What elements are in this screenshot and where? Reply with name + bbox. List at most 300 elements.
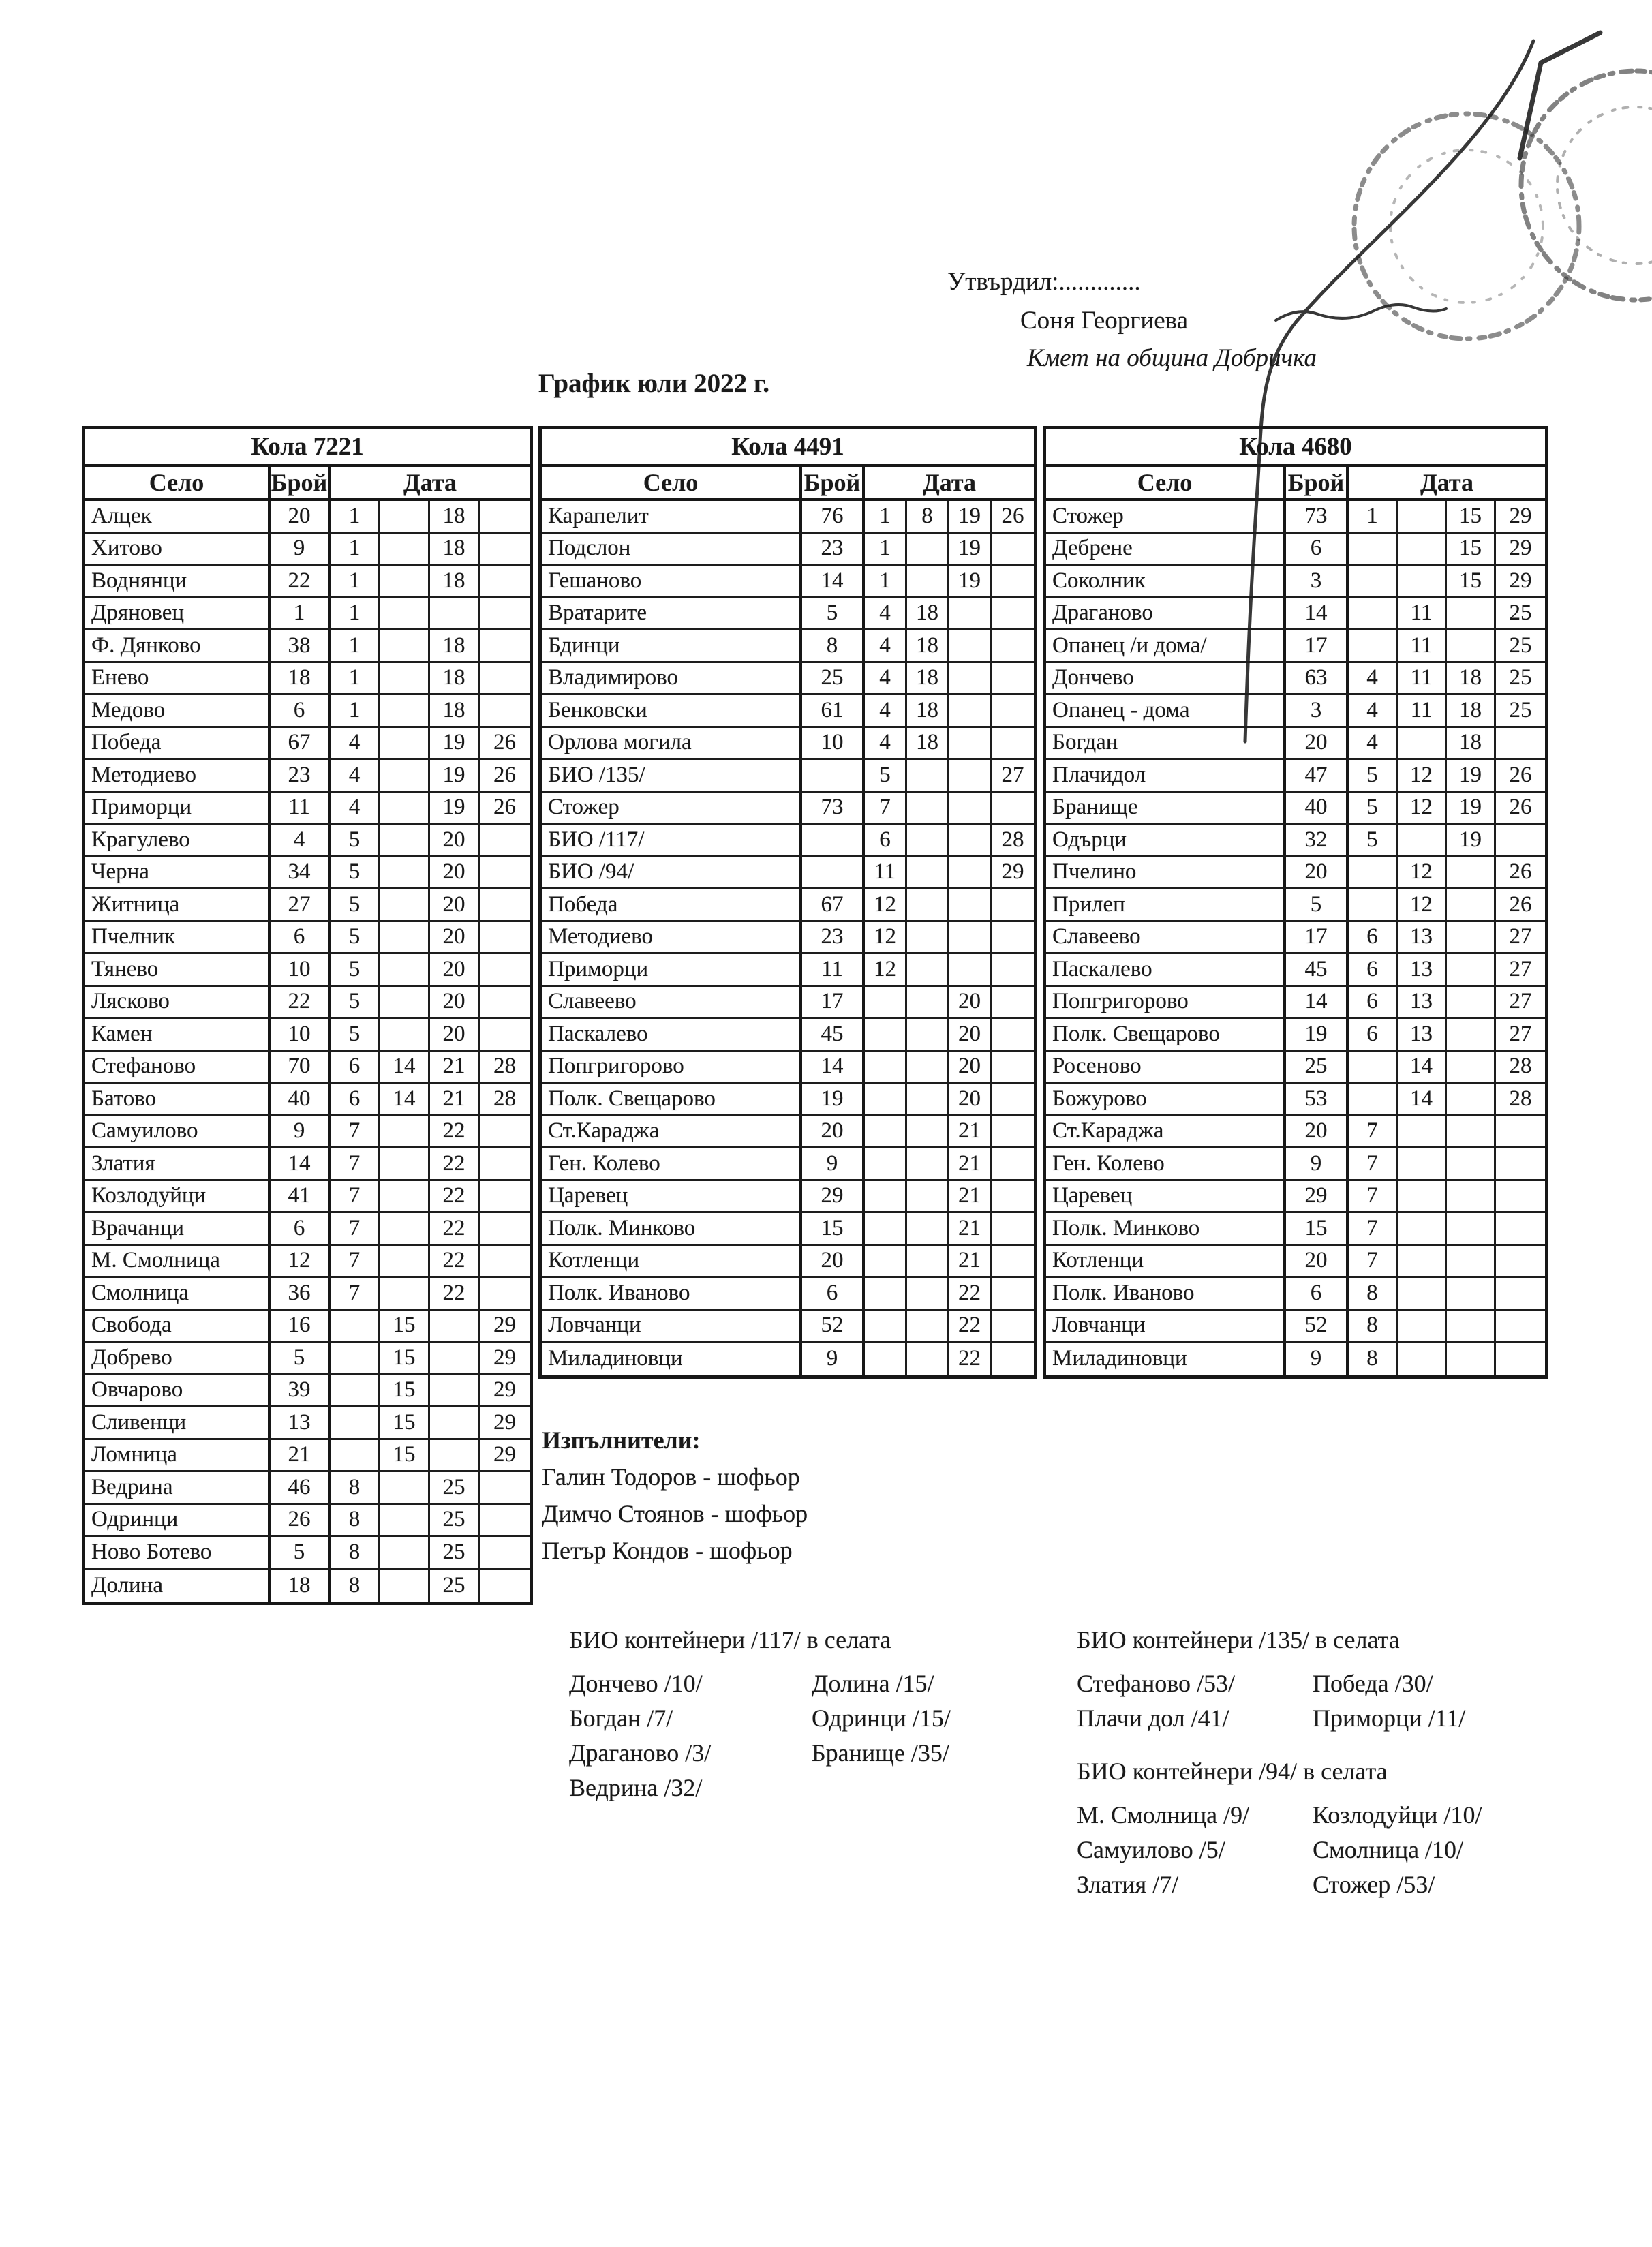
date-cell (907, 889, 949, 920)
village-cell: Полк. Минково (1046, 1213, 1286, 1244)
column-header-row (1046, 467, 1545, 501)
date-cell: 12 (1398, 889, 1447, 920)
table-row (542, 1213, 1034, 1246)
village-cell: Одринци (85, 1505, 271, 1535)
date-cell: 26 (493, 730, 516, 755)
date-cell: 11 (1398, 630, 1447, 661)
date-cell: 25 (430, 1472, 480, 1503)
date-cell: 13 (1398, 1019, 1447, 1050)
date-cell (949, 793, 992, 823)
date-cell (992, 793, 1034, 823)
village-cell: Миладиновци (542, 1343, 802, 1375)
table-row (542, 1019, 1034, 1052)
approver-role: Кмет на община Добричка (1027, 344, 1317, 372)
table-row (1046, 728, 1545, 761)
date-cell (865, 1052, 907, 1082)
village-cell: БИО /135/ (542, 760, 802, 791)
count-cell: 36 (271, 1278, 331, 1309)
date-cell (992, 630, 1034, 661)
village-cell: Ловчанци (542, 1311, 802, 1341)
signature-checkmark-icon (1520, 33, 1600, 158)
bio-village-count: Бранище /35/ (812, 1739, 949, 1767)
date-cell: 7 (331, 1181, 380, 1212)
date-cell (907, 793, 949, 823)
date-cell (430, 1343, 480, 1373)
date-cell (380, 1019, 430, 1050)
date-cell: 4 (1349, 663, 1398, 694)
count-cell: 67 (802, 889, 865, 920)
date-cell (380, 598, 430, 629)
bio-village-count: Златия /7/ (1077, 1871, 1179, 1898)
date-cell (865, 1116, 907, 1147)
count-cell: 19 (1286, 1019, 1349, 1050)
village-cell: Богдан (1046, 728, 1286, 759)
date-cell: 18 (430, 534, 480, 564)
date-cell (949, 825, 992, 855)
count-cell: 8 (802, 630, 865, 661)
date-cell: 5 (331, 1019, 380, 1050)
date-cell: 18 (1447, 728, 1496, 759)
date-cell: 18 (907, 695, 949, 726)
date-cell (380, 1213, 430, 1244)
date-cell (380, 954, 430, 985)
table-row (542, 1278, 1034, 1311)
table-row (1046, 598, 1545, 631)
date-cell (992, 1116, 1034, 1147)
count-cell: 17 (802, 987, 865, 1018)
car-table-4491 (538, 426, 1037, 1379)
village-cell: Полк. Свещарово (1046, 1019, 1286, 1050)
count-cell: 70 (271, 1052, 331, 1082)
table-row (542, 793, 1034, 825)
table-row (1046, 889, 1545, 922)
count-cell: 53 (1286, 1084, 1349, 1114)
count-cell: 20 (1286, 1116, 1349, 1147)
date-cell: 1 (331, 598, 380, 629)
count-cell: 14 (802, 1052, 865, 1082)
table-row (85, 857, 530, 890)
date-cell: 20 (430, 987, 480, 1018)
date-cell: 19 (430, 760, 480, 791)
table-row (1046, 566, 1545, 598)
date-cell: 18 (430, 663, 480, 694)
date-cell: 1 (331, 630, 380, 661)
date-cell: 6 (1349, 1019, 1398, 1050)
table-row (85, 501, 530, 534)
date-cell (992, 728, 1034, 759)
village-cell: Котленци (1046, 1246, 1286, 1277)
date-cell (1398, 1213, 1447, 1244)
date-cell: 7 (1349, 1116, 1398, 1147)
date-cell (1496, 1213, 1545, 1244)
date-cell (907, 1343, 949, 1375)
date-cell (430, 1440, 480, 1471)
date-cell (907, 1181, 949, 1212)
table-row (542, 598, 1034, 631)
date-cell (1398, 1116, 1447, 1147)
date-cell (907, 566, 949, 596)
date-cell: 11 (1398, 695, 1447, 726)
date-cell (1349, 534, 1398, 564)
date-cell: 6 (331, 1052, 380, 1082)
date-cell: 18 (907, 728, 949, 759)
schedule-tables (82, 426, 1548, 1605)
date-cell: 25 (1509, 600, 1532, 626)
village-cell: Полк. Иваново (1046, 1278, 1286, 1309)
bio-row (1077, 1801, 1482, 1835)
date-cell: 4 (865, 663, 907, 694)
table-row (85, 1407, 530, 1440)
village-cell: Батово (85, 1084, 271, 1114)
date-cell (907, 922, 949, 953)
date-cell (380, 1472, 430, 1503)
count-cell: 9 (271, 534, 331, 564)
village-cell: Дончево (1046, 663, 1286, 694)
date-cell: 15 (1447, 566, 1496, 596)
count-cell: 22 (271, 566, 331, 596)
date-cell: 5 (865, 760, 907, 791)
date-cell (480, 1537, 530, 1568)
table-row (85, 1440, 530, 1473)
date-cell: 7 (1349, 1246, 1398, 1277)
column-header-count: Брой (271, 467, 331, 498)
date-cell: 7 (1349, 1213, 1398, 1244)
village-cell: Стефаново (85, 1052, 271, 1082)
date-cell: 18 (907, 630, 949, 661)
date-cell: 26 (1509, 859, 1532, 885)
date-cell: 8 (907, 501, 949, 532)
table-row (542, 889, 1034, 922)
bio-row (569, 1669, 951, 1704)
village-cell: Соколник (1046, 566, 1286, 596)
village-cell: Карапелит (542, 501, 802, 532)
date-cell: 4 (331, 760, 380, 791)
date-cell: 1 (865, 566, 907, 596)
count-cell: 34 (271, 857, 331, 888)
date-cell (480, 1570, 530, 1602)
count-cell: 73 (1286, 501, 1349, 532)
bio-section-94 (1077, 1757, 1482, 1905)
village-cell: Росеново (1046, 1052, 1286, 1082)
date-cell: 27 (1509, 989, 1532, 1014)
bio-row (1077, 1704, 1465, 1739)
table-row (1046, 695, 1545, 728)
round-stamp-icon (1557, 107, 1652, 264)
date-cell: 5 (1349, 793, 1398, 823)
date-cell: 18 (430, 630, 480, 661)
approver-name: Соня Георгиева (1020, 307, 1189, 335)
table-row (1046, 1116, 1545, 1149)
village-cell: Бранище (1046, 793, 1286, 823)
table-row (542, 1311, 1034, 1343)
date-cell (480, 501, 530, 532)
bio-row (569, 1739, 951, 1773)
date-cell (380, 728, 430, 759)
date-cell (992, 598, 1034, 629)
bio-section-title: БИО контейнери /135/ в селата (1077, 1626, 1400, 1653)
date-cell: 7 (1349, 1181, 1398, 1212)
village-cell: Божурово (1046, 1084, 1286, 1114)
date-cell: 12 (865, 889, 907, 920)
count-cell: 9 (1286, 1343, 1349, 1375)
date-cell: 4 (1349, 728, 1398, 759)
date-cell (480, 566, 530, 596)
date-cell (380, 501, 430, 532)
count-cell: 18 (271, 663, 331, 694)
bio-section-title: БИО контейнери /94/ в селата (1077, 1758, 1388, 1785)
date-cell: 25 (1509, 697, 1532, 722)
date-cell (380, 1148, 430, 1179)
date-cell (1447, 1084, 1496, 1114)
date-cell: 12 (1398, 793, 1447, 823)
table-row (542, 534, 1034, 566)
village-cell: Славеево (542, 987, 802, 1018)
column-header-row (85, 467, 530, 501)
table-row (1046, 630, 1545, 663)
date-cell (380, 630, 430, 661)
date-cell: 8 (331, 1570, 380, 1602)
approve-label: Утвърдил:............. (947, 268, 1141, 296)
date-cell (1496, 1246, 1545, 1277)
table-row (85, 1570, 530, 1602)
village-cell: Врачанци (85, 1213, 271, 1244)
date-cell (380, 1278, 430, 1309)
count-cell: 40 (271, 1084, 331, 1114)
table-row (542, 825, 1034, 857)
date-cell (1447, 1052, 1496, 1082)
date-cell (1496, 1181, 1545, 1212)
table-row (85, 1181, 530, 1214)
column-header-date: Дата (403, 469, 457, 496)
village-cell: Орлова могила (542, 728, 802, 759)
date-cell (992, 534, 1034, 564)
date-cell (865, 1213, 907, 1244)
date-cell: 14 (380, 1084, 430, 1114)
count-cell: 38 (271, 630, 331, 661)
table-row (85, 663, 530, 696)
village-cell: Приморци (542, 954, 802, 985)
date-cell: 27 (1001, 762, 1024, 787)
date-cell (1349, 566, 1398, 596)
table-row (85, 1278, 530, 1311)
date-cell: 25 (1509, 632, 1532, 658)
count-cell: 6 (802, 1278, 865, 1309)
date-cell: 4 (865, 630, 907, 661)
table-row (542, 987, 1034, 1020)
village-cell: Тянево (85, 954, 271, 985)
count-cell: 39 (271, 1375, 331, 1406)
date-cell (480, 1213, 530, 1244)
date-cell: 22 (949, 1311, 992, 1341)
date-cell (1447, 987, 1496, 1018)
date-cell: 25 (430, 1505, 480, 1535)
count-cell: 11 (802, 954, 865, 985)
date-cell: 29 (493, 1377, 516, 1403)
date-cell: 29 (1001, 859, 1024, 885)
date-cell: 12 (865, 922, 907, 953)
round-stamp-icon (1354, 114, 1579, 339)
table-row (85, 889, 530, 922)
table-row (1046, 1084, 1545, 1116)
village-cell: Добрево (85, 1343, 271, 1373)
date-cell: 20 (430, 922, 480, 953)
table-row (85, 630, 530, 663)
village-cell: Полк. Иваново (542, 1278, 802, 1309)
date-cell (380, 1116, 430, 1147)
table-row (542, 566, 1034, 598)
village-cell: Ст.Караджа (542, 1116, 802, 1147)
bio-village-count: Стожер /53/ (1313, 1871, 1435, 1898)
table-row (85, 1505, 530, 1538)
count-cell (802, 760, 865, 791)
date-cell (907, 987, 949, 1018)
date-cell: 19 (1447, 793, 1496, 823)
date-cell: 21 (949, 1181, 992, 1212)
date-cell (992, 954, 1034, 985)
car-table-title: Кола 7221 (85, 429, 530, 467)
count-cell: 5 (802, 598, 865, 629)
village-cell: Паскалево (1046, 954, 1286, 985)
count-cell: 3 (1286, 695, 1349, 726)
date-cell (480, 1278, 530, 1309)
village-cell: Ст.Караджа (1046, 1116, 1286, 1147)
date-cell: 7 (331, 1148, 380, 1179)
date-cell: 25 (430, 1537, 480, 1568)
date-cell: 26 (1509, 762, 1532, 787)
car-table-title: Кола 4491 (542, 429, 1034, 467)
date-cell (992, 663, 1034, 694)
bio-village-count: М. Смолница /9/ (1077, 1801, 1250, 1829)
signature-squiggle-icon (1276, 305, 1446, 320)
table-row (1046, 1019, 1545, 1052)
village-cell: БИО /117/ (542, 825, 802, 855)
bio-village-count: Самуилово /5/ (1077, 1836, 1225, 1863)
table-row (1046, 1213, 1545, 1246)
date-cell (480, 954, 530, 985)
count-cell: 14 (271, 1148, 331, 1179)
village-cell: Бдинци (542, 630, 802, 661)
table-row (1046, 1278, 1545, 1311)
table-row (1046, 793, 1545, 825)
car-table-7221 (82, 426, 533, 1605)
date-cell (992, 1246, 1034, 1277)
table-row (85, 534, 530, 566)
date-cell (1447, 954, 1496, 985)
date-cell: 8 (331, 1472, 380, 1503)
date-cell (1447, 1278, 1496, 1309)
date-cell: 28 (493, 1054, 516, 1079)
date-cell (1398, 1343, 1447, 1375)
table-row (85, 1213, 530, 1246)
village-cell: Попгригорово (542, 1052, 802, 1082)
date-cell (1447, 1181, 1496, 1212)
count-cell: 14 (1286, 598, 1349, 629)
table-row (85, 987, 530, 1020)
count-cell: 17 (1286, 630, 1349, 661)
date-cell (331, 1311, 380, 1341)
village-cell: Долина (85, 1570, 271, 1602)
date-cell: 21 (430, 1084, 480, 1114)
date-cell: 13 (1398, 987, 1447, 1018)
table-row (85, 760, 530, 793)
date-cell (907, 534, 949, 564)
count-cell: 52 (1286, 1311, 1349, 1341)
count-cell (802, 857, 865, 888)
village-cell: Бенковски (542, 695, 802, 726)
date-cell (1349, 1052, 1398, 1082)
date-cell: 22 (430, 1246, 480, 1277)
date-cell: 27 (1509, 924, 1532, 949)
table-row (1046, 501, 1545, 534)
village-cell: Свобода (85, 1311, 271, 1341)
date-cell (907, 1311, 949, 1341)
date-cell (865, 1311, 907, 1341)
date-cell (865, 1246, 907, 1277)
date-cell (907, 1084, 949, 1114)
date-cell (992, 1343, 1034, 1375)
date-cell (1447, 857, 1496, 888)
count-cell: 10 (271, 954, 331, 985)
date-cell (331, 1375, 380, 1406)
count-cell: 6 (1286, 534, 1349, 564)
date-cell (949, 663, 992, 694)
table-row (85, 954, 530, 987)
executors-block (542, 1426, 808, 1573)
count-cell: 17 (1286, 922, 1349, 953)
bio-village-count: Козлодуйци /10/ (1313, 1801, 1482, 1829)
count-cell: 22 (271, 987, 331, 1018)
date-cell (480, 987, 530, 1018)
count-cell: 73 (802, 793, 865, 823)
count-cell: 41 (271, 1181, 331, 1212)
count-cell: 9 (802, 1343, 865, 1375)
date-cell: 25 (430, 1570, 480, 1602)
table-row (1046, 1343, 1545, 1375)
date-cell: 19 (949, 566, 992, 596)
village-cell: Миладиновци (1046, 1343, 1286, 1375)
date-cell (865, 1148, 907, 1179)
date-cell (992, 1052, 1034, 1082)
date-cell: 14 (380, 1052, 430, 1082)
date-cell: 1 (865, 501, 907, 532)
village-cell: Паскалево (542, 1019, 802, 1050)
date-cell (480, 1181, 530, 1212)
count-cell: 20 (1286, 1246, 1349, 1277)
count-cell: 45 (802, 1019, 865, 1050)
table-row (542, 695, 1034, 728)
date-cell (907, 1052, 949, 1082)
column-header-date: Дата (1420, 469, 1473, 496)
date-cell: 5 (331, 889, 380, 920)
date-cell (907, 760, 949, 791)
count-cell: 13 (271, 1407, 331, 1438)
date-cell (1398, 534, 1447, 564)
village-cell: Медово (85, 695, 271, 726)
date-cell (380, 1537, 430, 1568)
table-row (542, 663, 1034, 696)
date-cell: 14 (1398, 1052, 1447, 1082)
date-cell: 29 (1509, 503, 1532, 528)
date-cell: 22 (430, 1278, 480, 1309)
date-cell (1447, 1246, 1496, 1277)
date-cell (865, 1343, 907, 1375)
date-cell (1398, 1181, 1447, 1212)
date-cell (380, 1505, 430, 1535)
count-cell: 23 (802, 922, 865, 953)
table-row (542, 1148, 1034, 1181)
village-cell: Опанец - дома (1046, 695, 1286, 726)
table-row (85, 1537, 530, 1570)
